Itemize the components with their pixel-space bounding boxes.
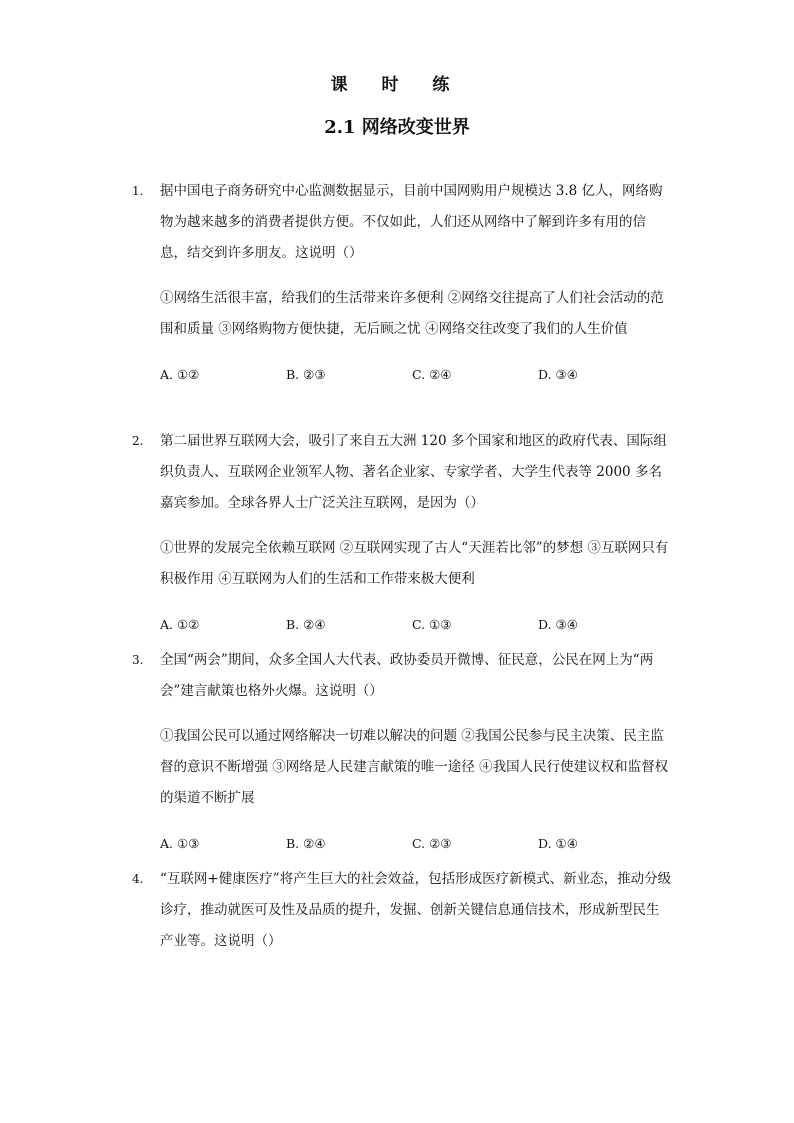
question-4 — [132, 864, 672, 957]
page-title: 课 时 练 — [330, 75, 464, 95]
question-statements: ①网络生活很丰富，给我们的生活带来许多便利 ②网络交往提高了人们社会活动的范围和质量 ③网络购物方便快捷，无后顾之忧 ④网络交往改变了我们的人生价值 — [160, 290, 664, 337]
question-number: 2. — [132, 434, 144, 448]
question-3 — [132, 645, 672, 859]
question-statements: ①我国公民可以通过网络解决一切难以解决的问题 ②我国公民参与民主决策、民主监督的意识不断增强 ③网络是人民建言献策的唯一途径 ④我国人民行使建议权和监督权的渠道不断扩展 — [160, 728, 669, 806]
option-a[interactable]: A. ①② — [160, 617, 200, 632]
option-b[interactable]: B. ②④ — [286, 617, 326, 632]
question-statements: ①世界的发展完全依赖互联网 ②互联网实现了古人“天涯若比邻”的梦想 ③互联网只有积极作用 ④互联网为人们的生活和工作带来极大便利 — [160, 540, 669, 587]
question-1 — [132, 176, 672, 390]
question-number: 3. — [132, 653, 144, 667]
option-c[interactable]: C. ①③ — [412, 617, 452, 632]
option-d[interactable]: D. ①④ — [538, 836, 578, 851]
question-text: “互联网+健康医疗”将产生巨大的社会效益，包括形成医疗新模式、新业态，推动分级诊疗，推动就医可及性及品质的提升，发掘、创新关键信息通信技术，形成新型民生产业等。这说明（） — [160, 871, 672, 949]
option-b[interactable]: B. ②③ — [286, 367, 326, 382]
lesson-title: 2.1 网络改变世界 — [324, 117, 470, 138]
option-c[interactable]: C. ②④ — [412, 367, 452, 382]
option-c[interactable]: C. ②③ — [412, 836, 452, 851]
question-text: 据中国电子商务研究中心监测数据显示，目前中国网购用户规模达 3.8 亿人，网络购物为越来越多的消费者提供方便。不仅如此，人们还从网络中了解到许多有用的信息，结交到许多朋友。这说明（） — [160, 183, 663, 261]
question-text: 第二届世界互联网大会，吸引了来自五大洲 120 多个国家和地区的政府代表、国际组织负责人、互联网企业领军人物、著名企业家、专家学者、大学生代表等 2000 多名嘉宾参加。全球各界人士广泛关注互联网，是因为（） — [160, 433, 667, 511]
question-options — [160, 609, 672, 640]
question-number: 1. — [132, 184, 144, 198]
option-a[interactable]: A. ①③ — [160, 836, 200, 851]
question-number: 4. — [132, 872, 144, 886]
option-d[interactable]: D. ③④ — [538, 367, 578, 382]
question-options — [160, 828, 672, 859]
option-d[interactable]: D. ③④ — [538, 617, 578, 632]
question-2 — [132, 426, 672, 640]
question-text: 全国“两会”期间，众多全国人大代表、政协委员开微博、征民意，公民在网上为“两会”建言献策也格外火爆。这说明（） — [160, 652, 654, 699]
option-b[interactable]: B. ②④ — [286, 836, 326, 851]
question-options — [160, 359, 672, 390]
option-a[interactable]: A. ①② — [160, 367, 200, 382]
